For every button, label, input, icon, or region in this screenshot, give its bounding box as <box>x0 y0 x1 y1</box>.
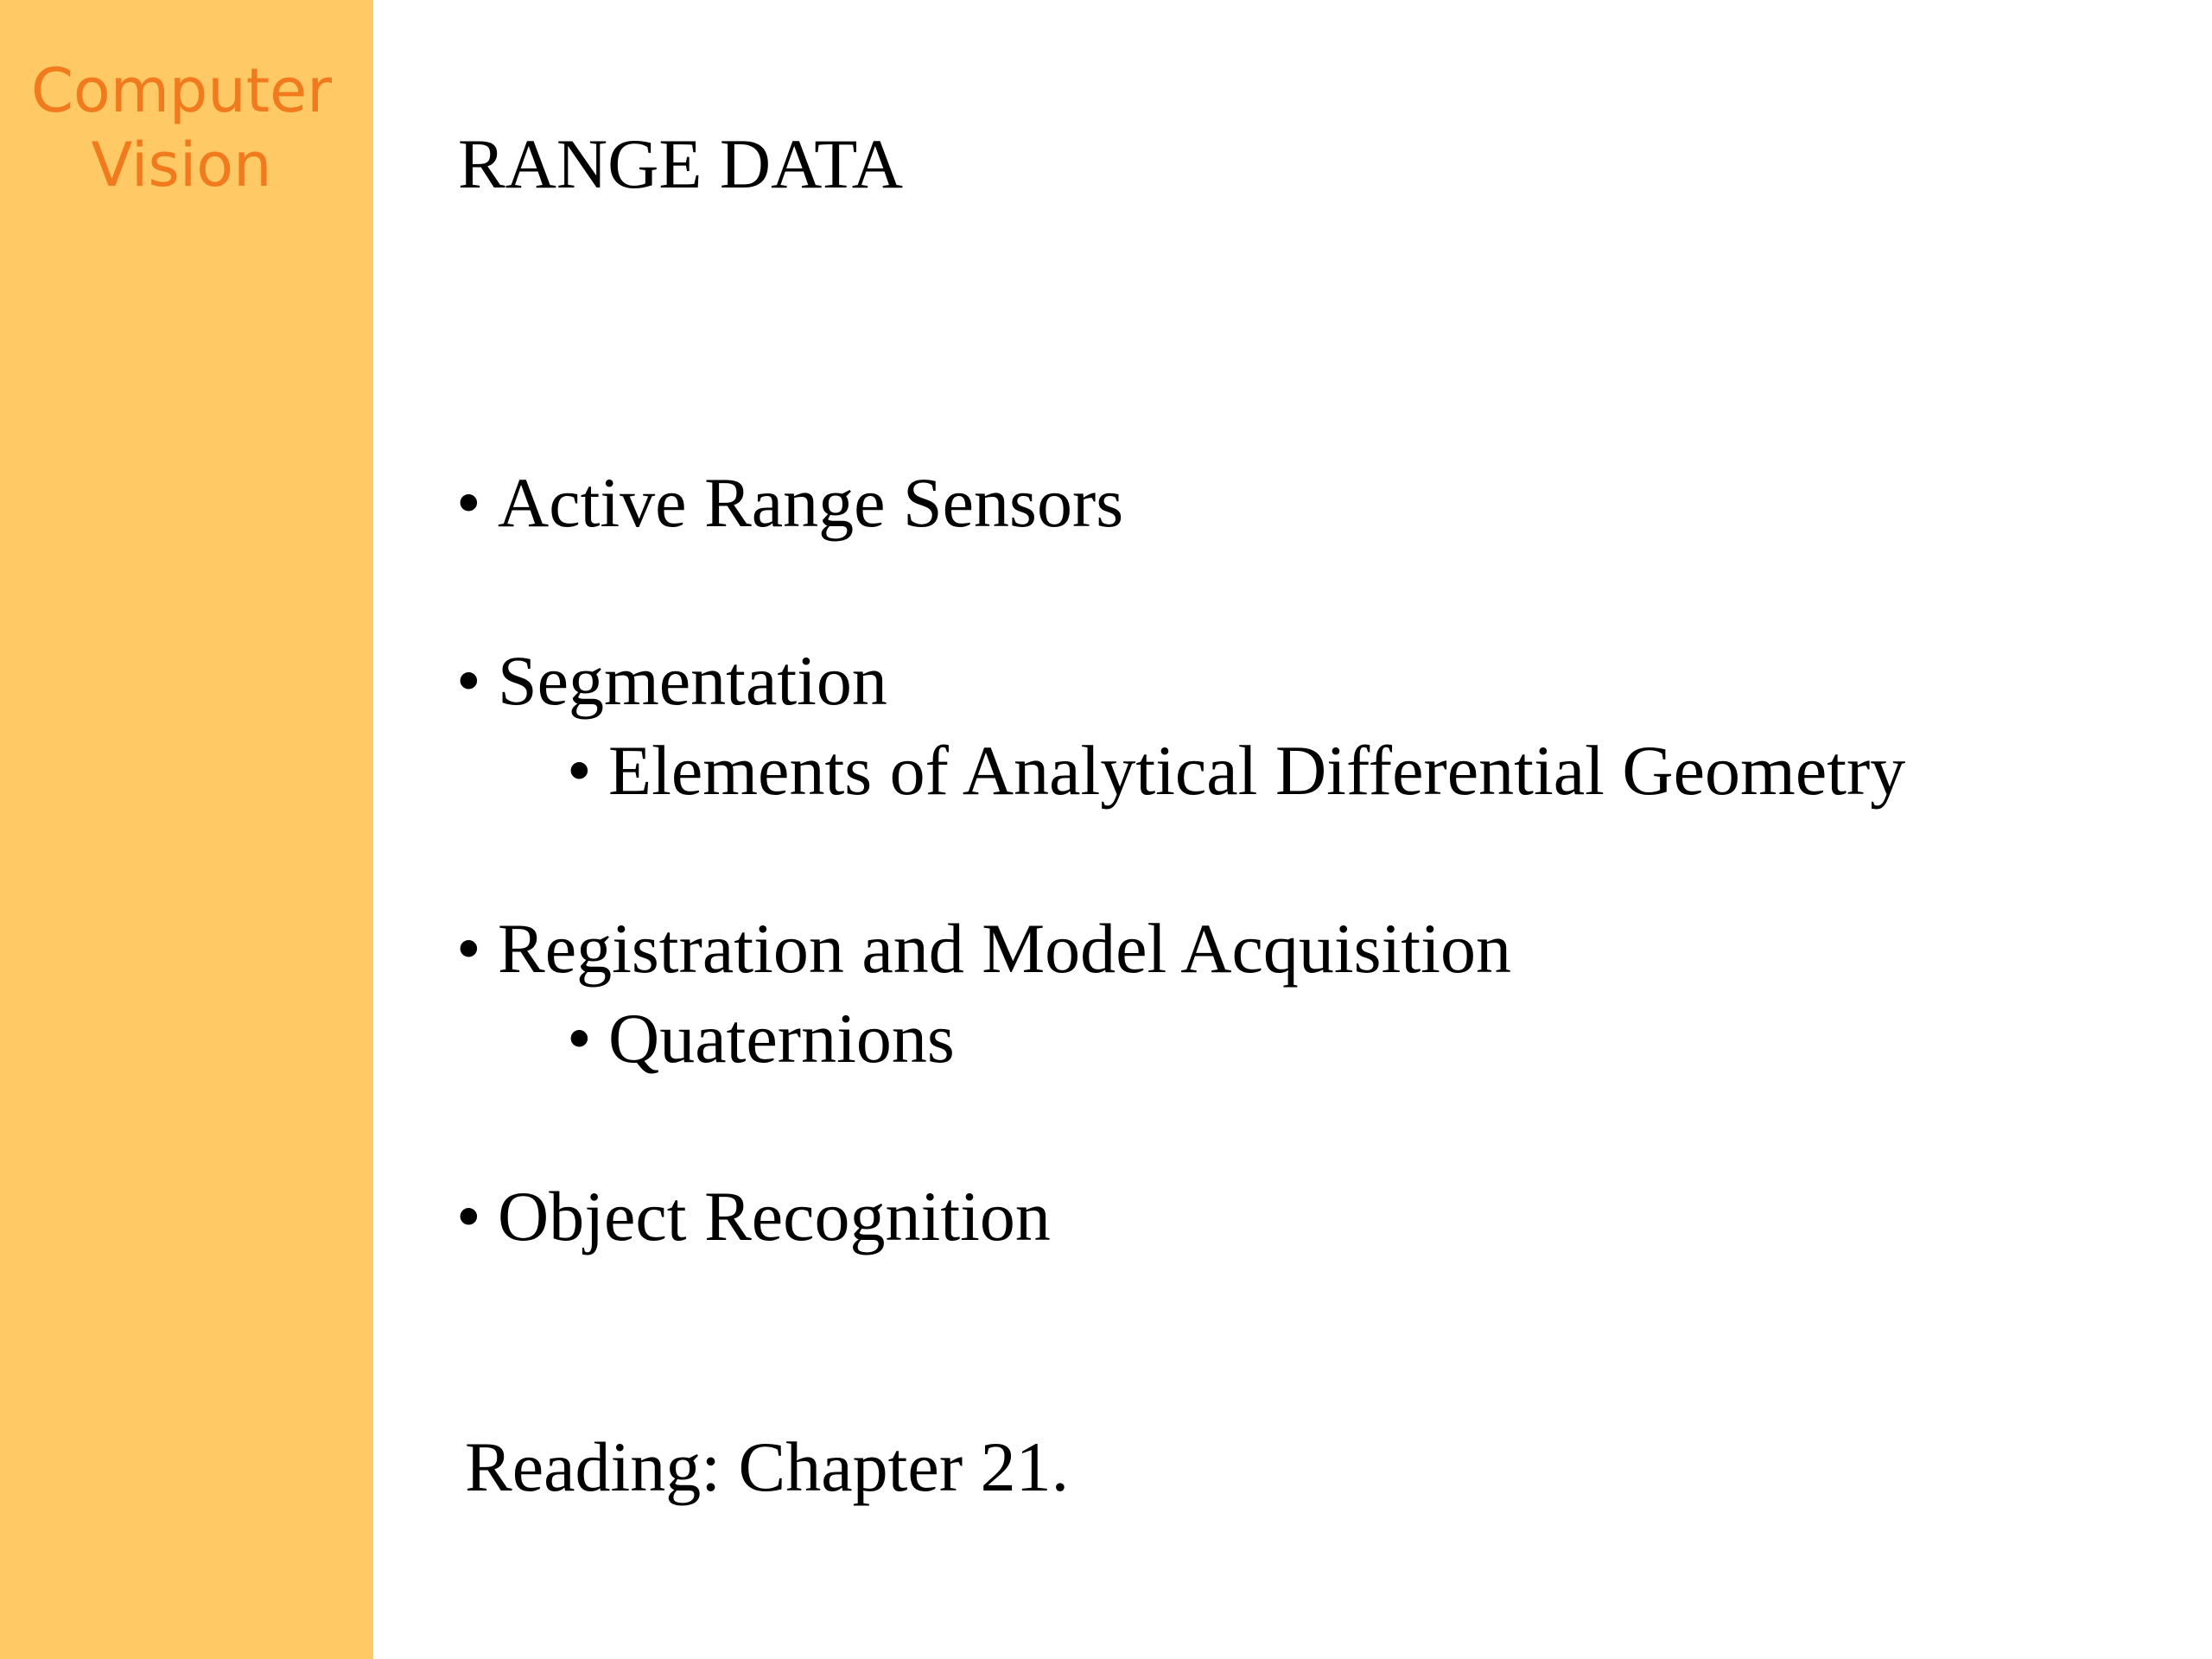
course-title-line2: Vision <box>91 130 272 200</box>
course-title <box>0 54 363 202</box>
bullet-item-active-range-sensors <box>456 458 1905 548</box>
reading-note: Reading: Chapter 21. <box>465 1427 1070 1506</box>
sub-bullet-label: Quaternions <box>608 999 955 1077</box>
bullet-dot: • <box>456 1177 481 1255</box>
course-title-line1: Computer <box>31 55 332 126</box>
bullet-dot: • <box>456 463 481 542</box>
slide-title: RANGE DATA <box>458 124 904 203</box>
bullet-item-segmentation <box>456 636 1905 726</box>
bullet-label: Active Range Sensors <box>498 463 1124 542</box>
sub-bullet-item-differential-geometry <box>456 726 1905 816</box>
sidebar-panel <box>0 0 373 1659</box>
bullet-item-object-recognition <box>456 1172 1905 1262</box>
sub-bullet-item-quaternions <box>456 994 1905 1084</box>
sub-bullet-label: Elements of Analytical Differential Geometry <box>608 731 1906 810</box>
bullet-label: Object Recognition <box>498 1177 1051 1255</box>
bullet-dot: • <box>567 999 592 1077</box>
bullet-list <box>456 458 1905 1262</box>
bullet-item-registration <box>456 904 1905 994</box>
bullet-dot: • <box>567 731 592 810</box>
bullet-label: Segmentation <box>498 641 887 720</box>
bullet-label: Registration and Model Acquisition <box>498 909 1511 988</box>
bullet-dot: • <box>456 641 481 720</box>
bullet-dot: • <box>456 909 481 988</box>
